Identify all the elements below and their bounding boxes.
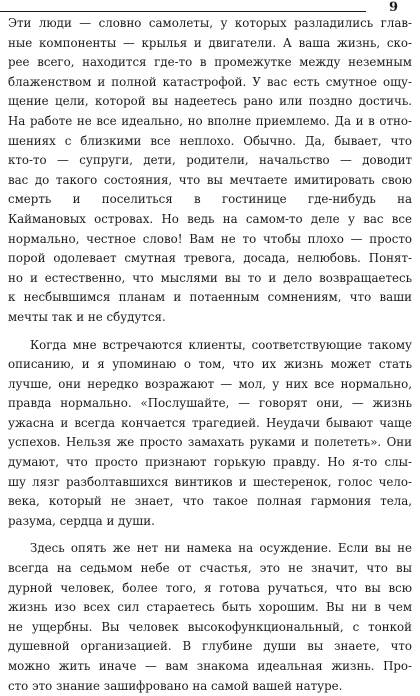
text-line: века, который не знает, что такое полная гармония тела, xyxy=(8,494,412,509)
text-line: не ущербны. Вы человек высокофункциональный, с тонкой xyxy=(8,619,412,634)
text-line: Каймановых островах. Но ведь на самом-то деле у вас все xyxy=(8,211,412,226)
text-line: но и естественно, что мыслями вы то и дело возвращаетесь xyxy=(8,270,412,285)
text-line: порой одолевает смутная тревога, досада, нелюбовь. Понят- xyxy=(8,251,412,266)
text-line: нормально, честное слово! Вам не то чтобы плохо — просто xyxy=(8,231,412,246)
text-line: шу лязг разболтавшихся винтиков и шестеренок, голос чело- xyxy=(8,474,412,489)
text-line: думают, что просто признают горькую правду. Но я-то слы- xyxy=(8,455,412,470)
text-line: дурной человек, более того, я готова ручаться, что вы всю xyxy=(8,580,412,595)
page-number: 9 xyxy=(388,0,398,15)
text-line: описанию, и я упоминаю о том, что их жизнь может стать xyxy=(8,357,412,372)
text-line: разума, сердца и души. xyxy=(8,513,155,528)
text-line: шениях с близкими все неплохо. Обычно. Да, бывает, что xyxy=(8,133,412,148)
text-line: смерть и поселиться в гостинице где-нибудь на xyxy=(8,192,412,207)
text-line: ужасна и всегда кончается трагедией. Неудачи бывают чаще xyxy=(8,415,412,430)
text-line: блаженством и полной катастрофой. У вас есть смутное ощу- xyxy=(8,74,412,89)
text-line: лучше, они нередко возражают — мол, у них все нормально, xyxy=(8,376,412,391)
text-line: сто это знание зашифровано на самой вашей натуре. xyxy=(8,678,343,693)
text-line: вас до такого состояния, что вы мечтаете имитировать свою xyxy=(8,172,412,187)
text-line: рее всего, находится где-то в промежутке между неземным xyxy=(8,55,412,70)
text-line: жизнь изо всех сил стараетесь быть хорошим. Вы ни в чем xyxy=(8,600,412,615)
text-line: всегда на седьмом небе от счастья, это не значит, что вы xyxy=(8,561,412,576)
text-line: Эти люди — словно самолеты, у которых разладились глав- xyxy=(8,16,412,30)
text-line: мечты так и не сбудутся. xyxy=(8,309,166,324)
text-line: На работе не все идеально, но вполне приемлемо. Да и в отно- xyxy=(8,113,412,128)
header-rule xyxy=(0,11,366,12)
text-line: ные компоненты — крылья и двигатели. А ваша жизнь, ско- xyxy=(8,35,412,50)
text-line: правда нормально. «Послушайте, — говорят они, — жизнь xyxy=(8,396,412,411)
text-line: Здесь опять же нет ни намека на осуждение. Если вы не xyxy=(30,541,412,556)
text-line: душевной организацией. В глубине души вы знаете, что xyxy=(8,639,412,654)
text-line: кто-то — супруги, дети, родители, начальство — доводит xyxy=(8,153,412,168)
text-line: успехов. Нельзя же просто замахать руками и полететь». Они xyxy=(8,435,412,450)
page-body xyxy=(8,14,412,696)
text-line: к несбывшимся планам и потаенным сомнениям, что ваши xyxy=(8,290,412,305)
text-line: Когда мне встречаются клиенты, соответствующие такому xyxy=(30,337,412,352)
text-line: можно жить иначе — вам знакома идеальная жизнь. Про- xyxy=(8,659,412,673)
text-line: щение цели, которой вы надеетесь рано или поздно достичь. xyxy=(8,94,412,109)
